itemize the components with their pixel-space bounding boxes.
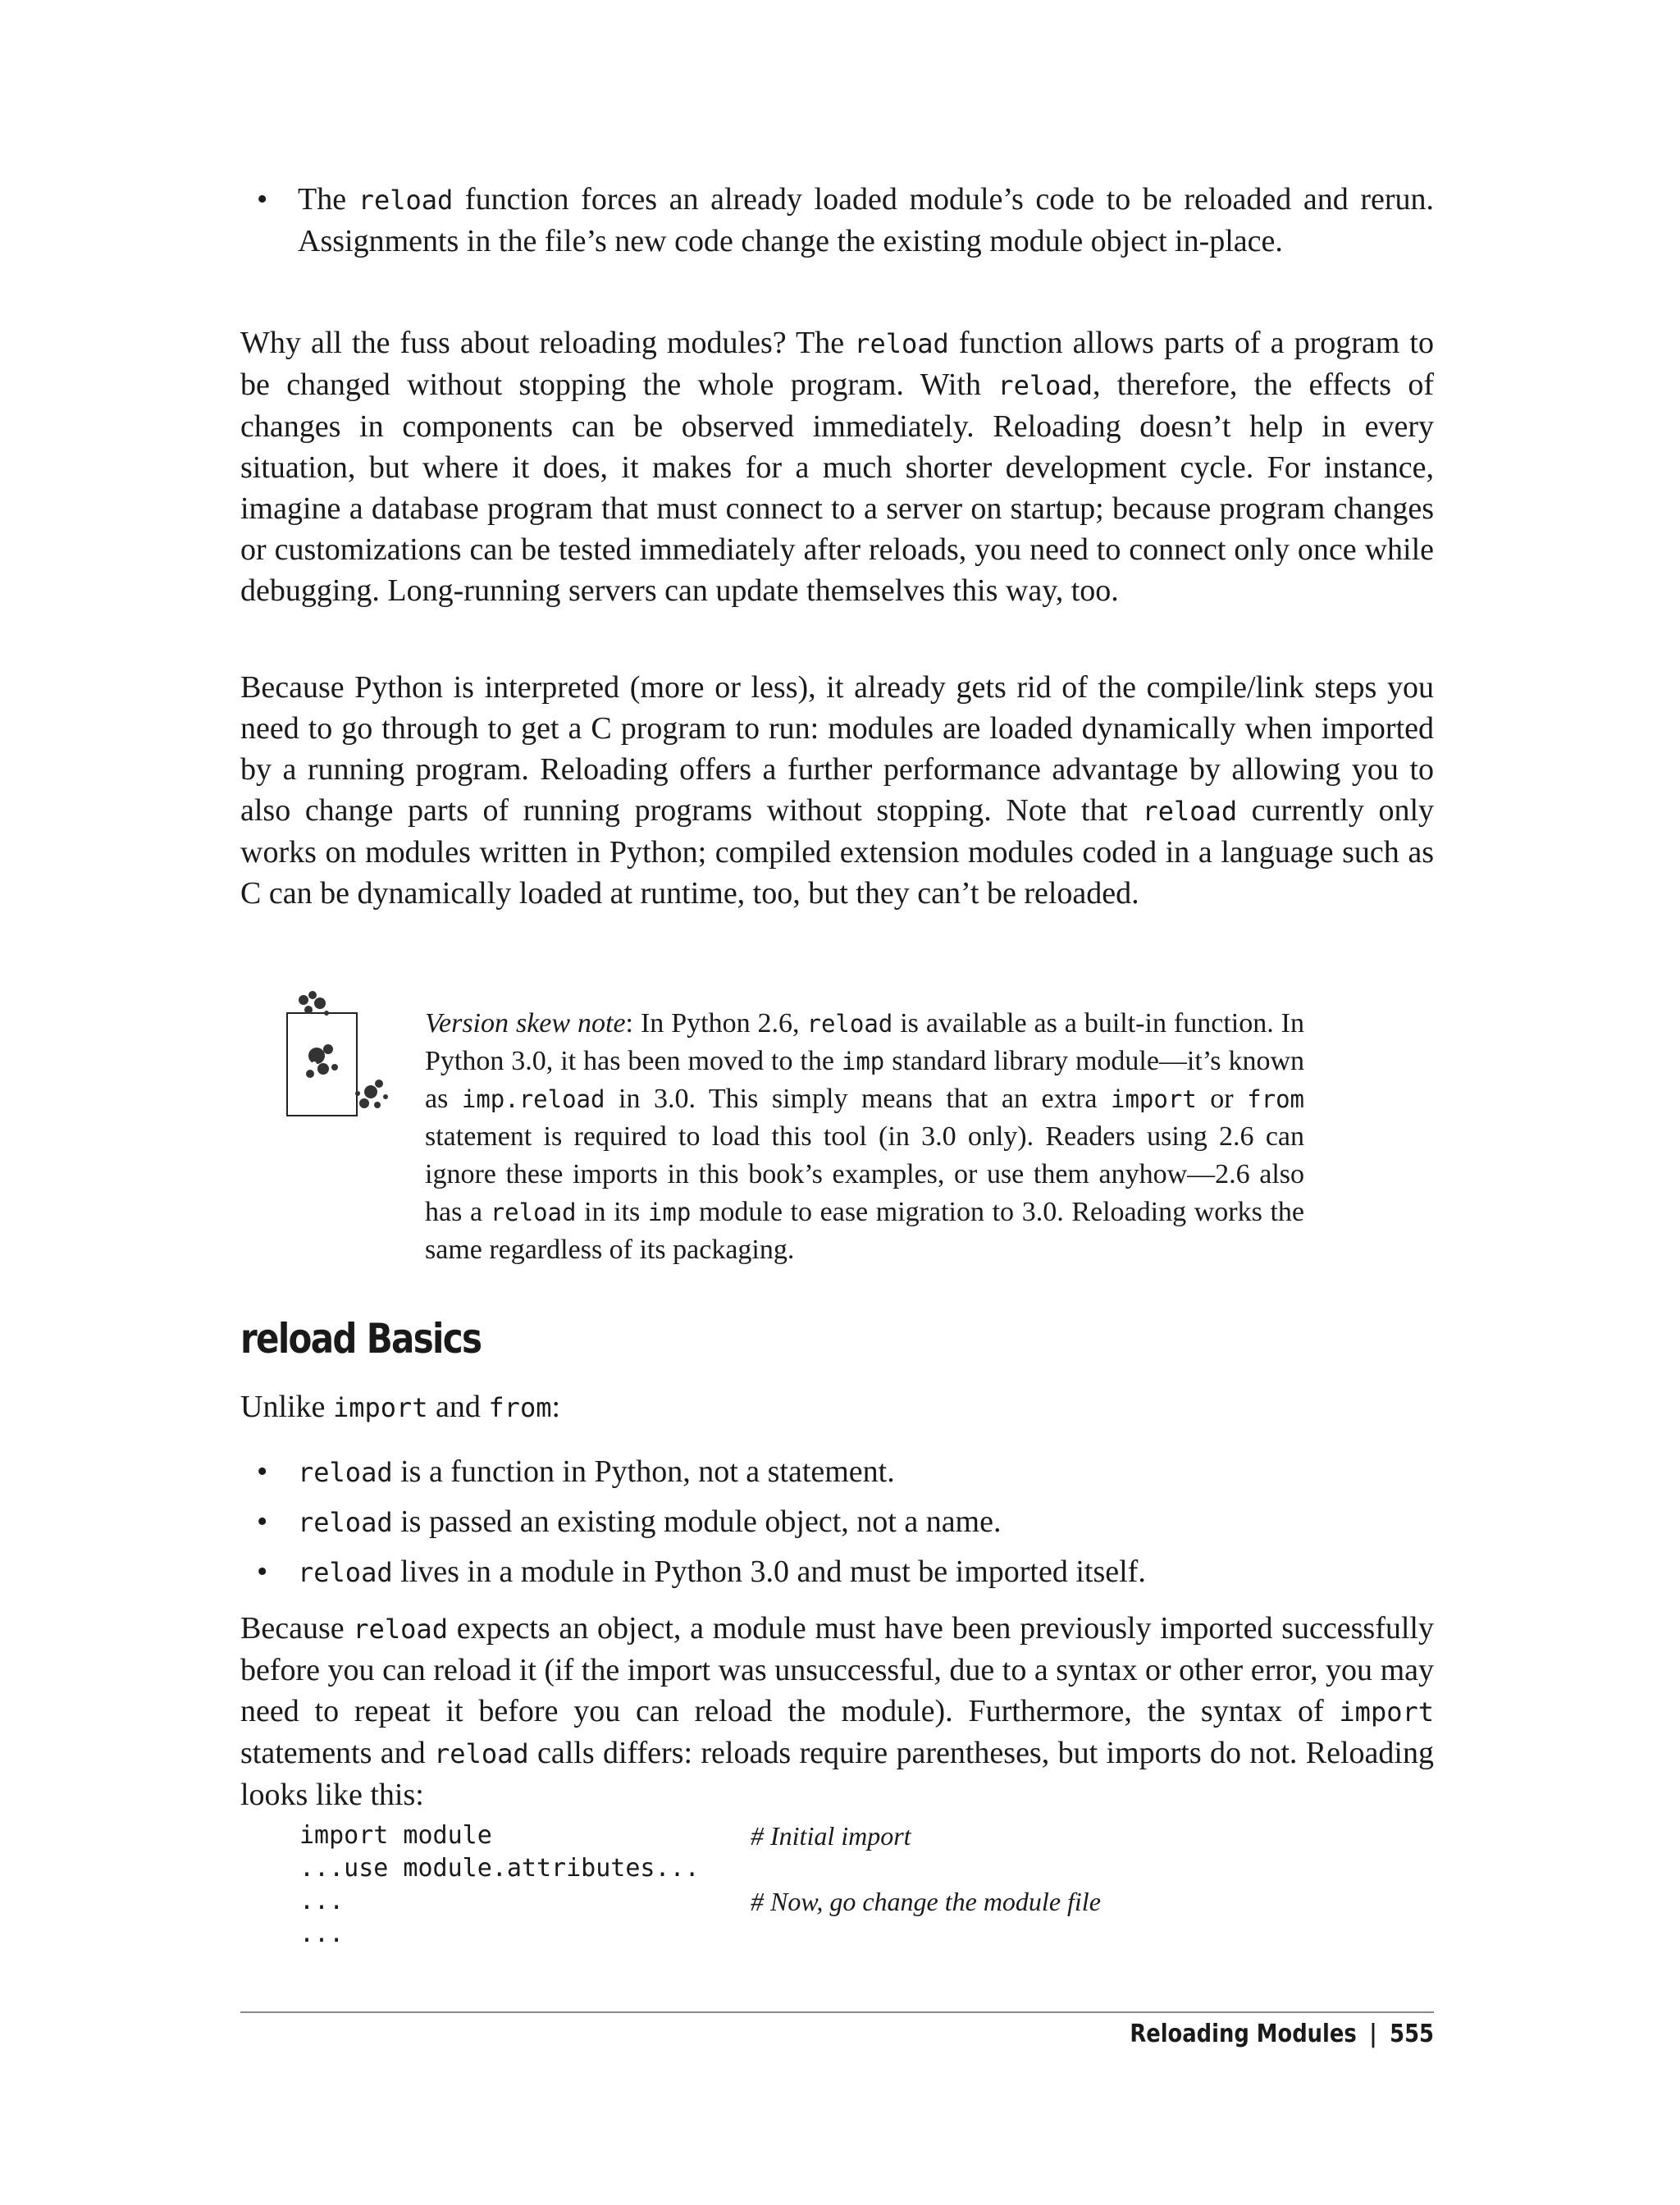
reload-facts-list (240, 1451, 1434, 1593)
inline-code: reload (854, 328, 949, 359)
footer-section-title: Reloading Modules (1130, 2020, 1357, 2048)
bullet-glyph: • (257, 182, 268, 217)
inline-code: reload (298, 1557, 393, 1588)
ink-blot-note-icon (285, 988, 392, 1128)
bullet-glyph: • (257, 1554, 268, 1589)
intro-bullet-list (240, 179, 1434, 262)
footer-rule (240, 2011, 1434, 2013)
footer-separator: | (1369, 2020, 1377, 2048)
paragraph-reload-syntax: Because reload expects an object, a module must have been previously imported successfully before you can reload it (if the import was unsuccessful, due to a syntax or other error, you may need to repeat it before you can reload the module). Furthermore, the syntax of import statements and reload calls differs: reloads require parentheses, but imports do not. Reloading looks like this: (240, 1611, 1434, 1812)
bullet-glyph: • (257, 1504, 268, 1539)
list-item: • reload is a function in Python, not a statement. (240, 1451, 1434, 1493)
code-line: ... # Now, go change the module file (299, 1887, 1101, 1916)
inline-code: reload (806, 1010, 893, 1038)
code-comment: # Now, go change the module file (751, 1887, 1101, 1916)
code-line: ... (299, 1920, 345, 1948)
inline-code: reload (1142, 796, 1238, 827)
inline-code: from (1247, 1085, 1304, 1113)
page-number: 555 (1390, 2020, 1434, 2048)
list-item: • reload lives in a module in Python 3.0 and must be imported itself. (240, 1551, 1434, 1593)
inline-code: imp (841, 1048, 885, 1075)
inline-code: imp (647, 1198, 692, 1226)
code-block (299, 1819, 1366, 1951)
inline-code: import (332, 1392, 428, 1423)
note-text: Version skew note: In Python 2.6, reload is available as a built-in function. In Python 3.0, it has been moved to the imp standard library module—it’s known as imp.reload in 3.0. This simply means that an extra import or from statement is required to load this tool (in 3.0 only). Readers using 2.6 can ignore these imports in this book’s examples, or use them anyhow—2.6 also has a reload in its imp module to ease migration to 3.0. Reloading works the same regardless of its packaging. (425, 1008, 1305, 1265)
inline-code: imp.reload (461, 1085, 605, 1113)
code-line: ...use module.attributes... (299, 1854, 700, 1883)
inline-code: import (1111, 1085, 1197, 1113)
paragraph-why-reload: Why all the fuss about reloading modules? The reload function allows parts of a program to be changed without stopping the whole program. With reload, therefore, the effects of changes in components can be observed immediately. Reloading doesn’t help in every situation, but where it does, it makes for a much shorter development cycle. For instance, imagine a database program that must connect to a server on startup; because program changes or customizations can be tested immediately after reloads, you need to connect only once while debugging. Long-running servers can update themselves this way, too. (240, 326, 1435, 608)
inline-code: reload (490, 1198, 577, 1226)
inline-code: reload (298, 1507, 393, 1538)
inline-code: reload (298, 1457, 393, 1488)
inline-code: reload (353, 1614, 448, 1645)
paragraph-unlike: Unlike import and from: (240, 1390, 561, 1424)
code-line: import module # Initial import (299, 1821, 911, 1851)
inline-code: reload (434, 1738, 529, 1769)
inline-code: from (488, 1392, 552, 1423)
page-footer (1130, 2020, 1434, 2048)
inline-code: reload (998, 370, 1093, 401)
version-note (285, 988, 1315, 1284)
inline-code: import (1339, 1696, 1434, 1728)
paragraph-interpreted: Because Python is interpreted (more or less), it already gets rid of the compile/link steps you need to go through to get a C program to run: modules are loaded dynamically when imported by a running program. Reloading offers a further performance advantage by allowing you to also change parts of running programs without stopping. Note that reload currently only works on modules written in Python; compiled extension modules coded in a language such as C can be dynamically loaded at runtime, too, but they can’t be reloaded. (240, 670, 1435, 911)
bullet-glyph: • (257, 1454, 268, 1489)
list-item: • reload is passed an existing module object, not a name. (240, 1501, 1434, 1543)
inline-code: reload (358, 185, 454, 216)
code-comment: # Initial import (751, 1821, 911, 1851)
section-heading: reload Basics (240, 1315, 482, 1363)
list-item: • The reload function forces an already loaded module’s code to be reloaded and rerun. Assignments in the file’s new code change the existing module object in-place. (240, 179, 1434, 262)
